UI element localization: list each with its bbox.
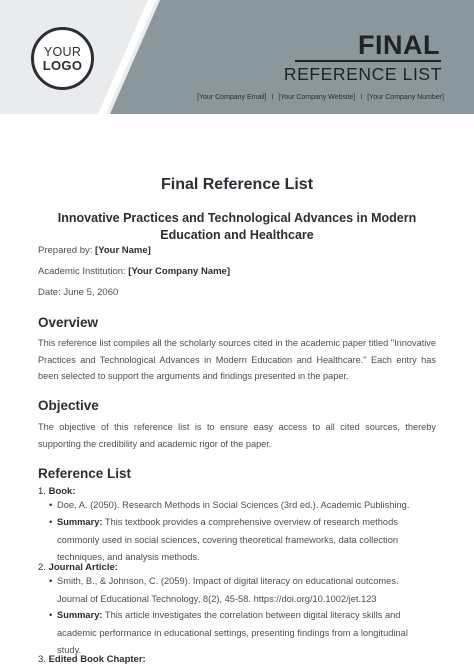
document-subtitle: Innovative Practices and Technological Advances in Modern Education and Healthcare [57, 211, 417, 242]
logo-line-1: YOUR [43, 44, 82, 59]
citation-text: Smith, B., & Johnson, C. (2059). Impact of digital literacy on educational outcomes. Journal of Educational Technology, 8(2), 45-58. https://doi.org/10.1002/jet.123 [57, 576, 399, 604]
company-logo [31, 27, 94, 90]
reference-item-type [38, 562, 118, 573]
logo-line-2: LOGO [42, 57, 83, 73]
company-website: [Your Company Website] [278, 94, 356, 101]
reference-number: 2. [38, 562, 46, 573]
citation-text: Doe, A. (2050). Research Methods in Social Sciences (3rd ed.). Academic Publishing. [57, 500, 410, 510]
company-number: [Your Company Number] [367, 94, 444, 101]
bullet-icon: • [49, 576, 53, 586]
overview-text: This reference list compiles all the scholarly sources cited in the academic paper titled "Innovative Practices and Technological Advances in Modern Education and Healthcare." Each entry has been selected to support the arguments and findings presented in the paper. [38, 338, 436, 381]
reference-list-heading: Reference List [38, 466, 132, 481]
academic-institution [38, 266, 230, 277]
summary-text: This textbook provides a comprehensive overview of research methods commonly used in social sciences, covering theoretical frameworks, data collection techniques, and analysis methods. [57, 517, 399, 562]
document-header [0, 0, 474, 114]
prepared-by-value: [Your Name] [95, 245, 151, 256]
summary-label: Summary: [57, 517, 103, 527]
prepared-by [38, 245, 151, 256]
reference-summary [49, 607, 421, 660]
contact-separator: I [360, 94, 363, 101]
bullet-icon: • [49, 500, 53, 510]
bullet-icon: • [49, 517, 53, 527]
header-title: FINAL [358, 30, 440, 60]
reference-number: 3. [38, 654, 46, 665]
company-email: [Your Company Email] [197, 94, 267, 101]
reference-item-type [38, 486, 76, 497]
summary-label: Summary: [57, 610, 103, 620]
reference-type: Edited Book Chapter: [48, 654, 146, 665]
header-contact-line [197, 94, 444, 101]
document-date: Date: June 5, 2060 [38, 287, 119, 298]
document-title: Final Reference List [160, 176, 314, 193]
header-divider [295, 60, 441, 62]
institution-value: [Your Company Name] [128, 266, 230, 277]
overview-heading: Overview [38, 315, 99, 330]
institution-label: Academic Institution: [38, 266, 129, 277]
reference-summary [49, 514, 421, 567]
prepared-by-label: Prepared by: [38, 245, 96, 256]
reference-type: Book: [48, 486, 76, 497]
objective-text: The objective of this reference list is to ensure easy access to all cited sources, thereby supporting the credibility and academic rigor of the paper. [38, 422, 436, 449]
reference-item-type [38, 654, 146, 665]
reference-type: Journal Article: [48, 562, 118, 573]
reference-citation [49, 573, 421, 608]
contact-separator: I [271, 94, 274, 101]
summary-text: This article investigates the correlation between digital literacy skills and academic performance in educational settings, presenting findings from a longitudinal study. [57, 610, 408, 655]
objective-heading: Objective [38, 398, 99, 413]
bullet-icon: • [49, 610, 53, 620]
reference-citation [49, 497, 421, 515]
header-subtitle: REFERENCE LIST [283, 64, 442, 84]
reference-number: 1. [38, 486, 46, 497]
